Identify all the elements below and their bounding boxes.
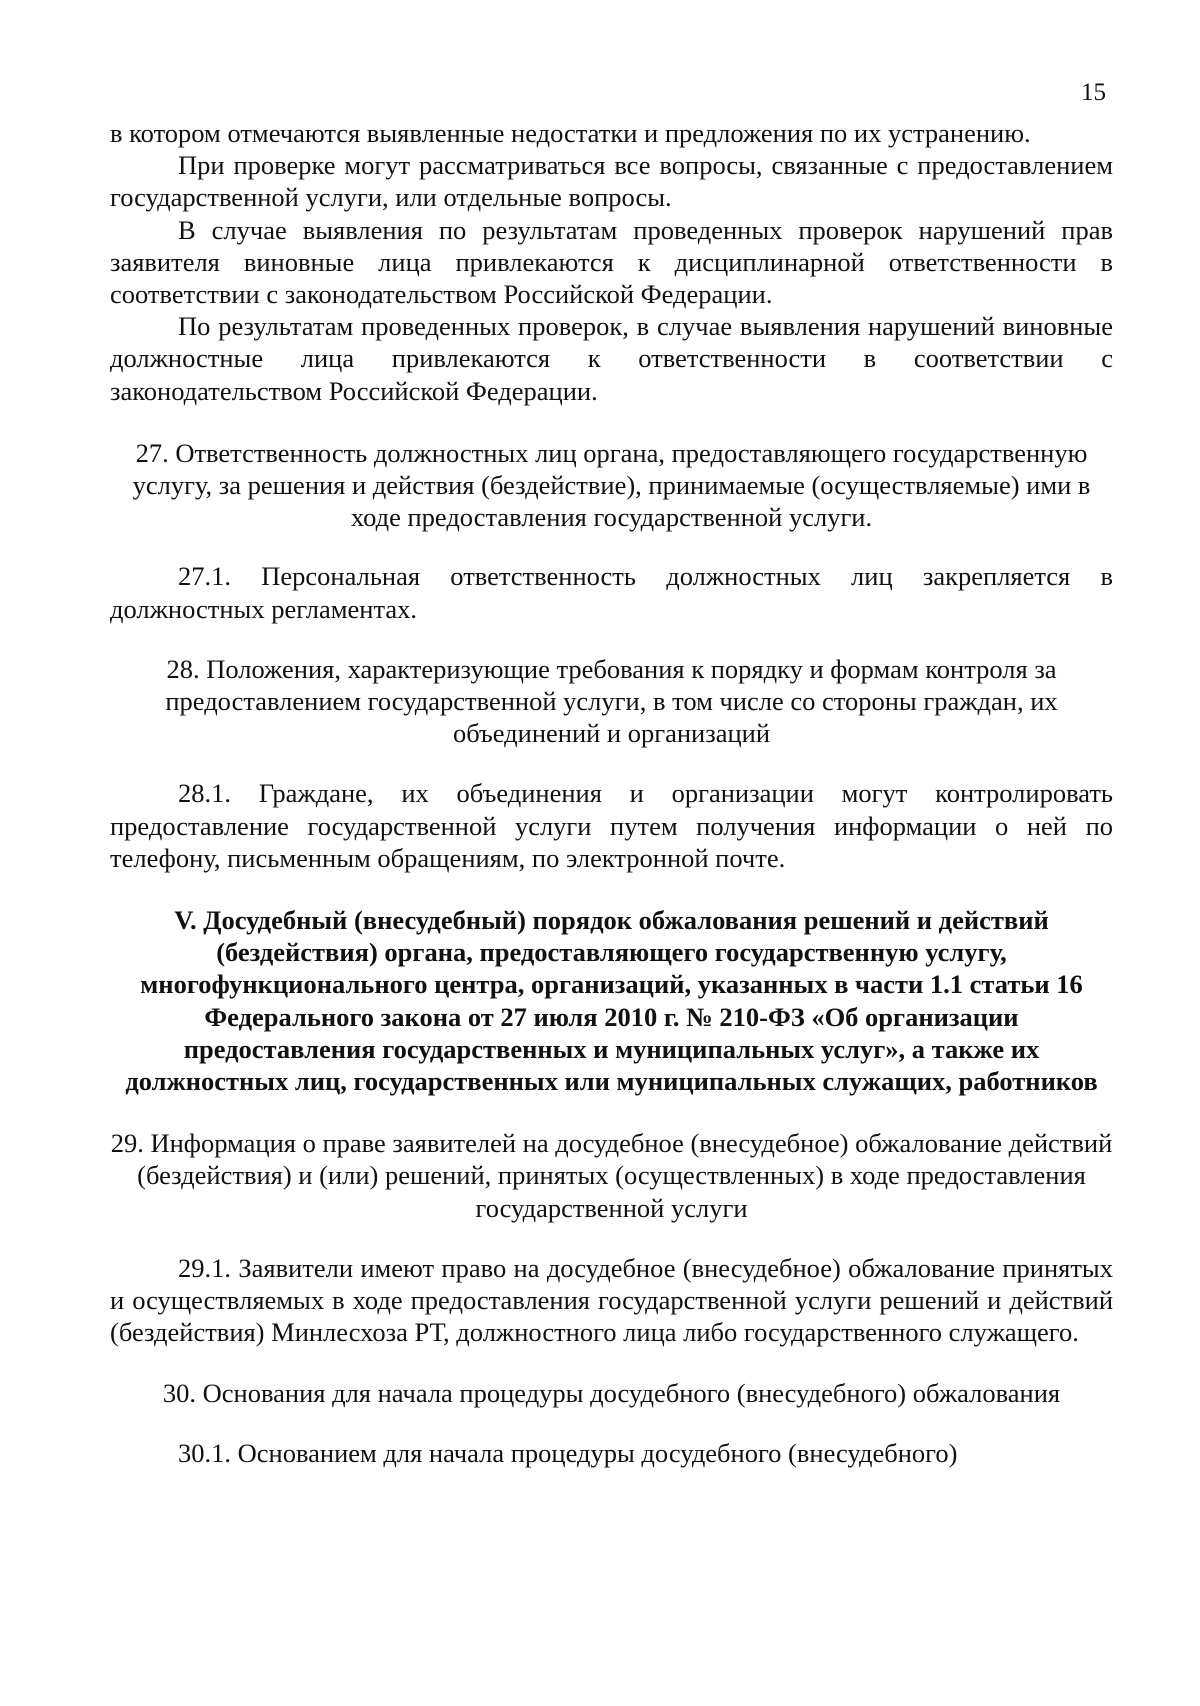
paragraph-28-1: 28.1. Граждане, их объединения и организации могут контролировать предоставление государственной услуги путем получения информации о ней по телефону, письменным обращениям, по электронной почте.	[110, 778, 1113, 873]
page-number: 15	[1081, 79, 1106, 106]
paragraph-continuation: в котором отмечаются выявленные недостатки и предложения по их устранению.	[110, 118, 1031, 148]
section-v-heading: V. Досудебный (внесудебный) порядок обжалования решений и действий (бездействия) органа, предоставляющего государственную услугу, многофункционального центра, организаций, указанных в части 1.1 статьи 16 Федерального закона от 27 июля 2010 г. № 210-ФЗ «Об организации предоставления государственных и муниципальных услуг», а также их должностных лиц, государственных или муниципальных служащих, работников	[125, 905, 1098, 1097]
paragraph-officials-liability: По результатам проведенных проверок, в случае выявления нарушений виновные должностные лица привлекаются к ответственности в соответствии с законодательством Российской Федерации.	[110, 311, 1113, 406]
paragraph-27-1: 27.1. Персональная ответственность должностных лиц закрепляется в должностных регламентах.	[110, 561, 1113, 624]
document-body	[110, 117, 1113, 1469]
paragraph-29-1: 29.1. Заявители имеют право на досудебное (внесудебное) обжалование принятых и осуществляемых в ходе предоставления государственной услуги решений и действий (бездействия) Минлесхоза РТ, должностного лица либо государственного служащего.	[110, 1252, 1113, 1348]
paragraph-30-1: 30.1. Основанием для начала процедуры досудебного (внесудебного)	[178, 1437, 958, 1468]
heading-28: 28. Положения, характеризующие требования к порядку и формам контроля за предоставлением государственной услуги, в том числе со стороны граждан, их объединений и организаций	[165, 653, 1058, 749]
heading-29: 29. Информация о праве заявителей на досудебное (внесудебное) обжалование действий (бездействия) и (или) решений, принятых (осуществленных) в ходе предоставления государственной услуги	[110, 1128, 1113, 1223]
paragraph-inspection-scope: При проверке могут рассматриваться все вопросы, связанные с предоставлением государственной услуги, или отдельные вопросы.	[110, 150, 1113, 213]
heading-27: 27. Ответственность должностных лиц органа, предоставляющего государственную услугу, за решения и действия (бездействие), принимаемые (осуществляемые) ими в ходе предоставления государственной услуги.	[132, 437, 1091, 533]
paragraph-disciplinary-liability: В случае выявления по результатам проведенных проверок нарушений прав заявителя виновные лица привлекаются к дисциплинарной ответственности в соответствии с законодательством Российской Федерации.	[110, 214, 1113, 310]
heading-30: 30. Основания для начала процедуры досудебного (внесудебного) обжалования	[162, 1377, 1061, 1408]
